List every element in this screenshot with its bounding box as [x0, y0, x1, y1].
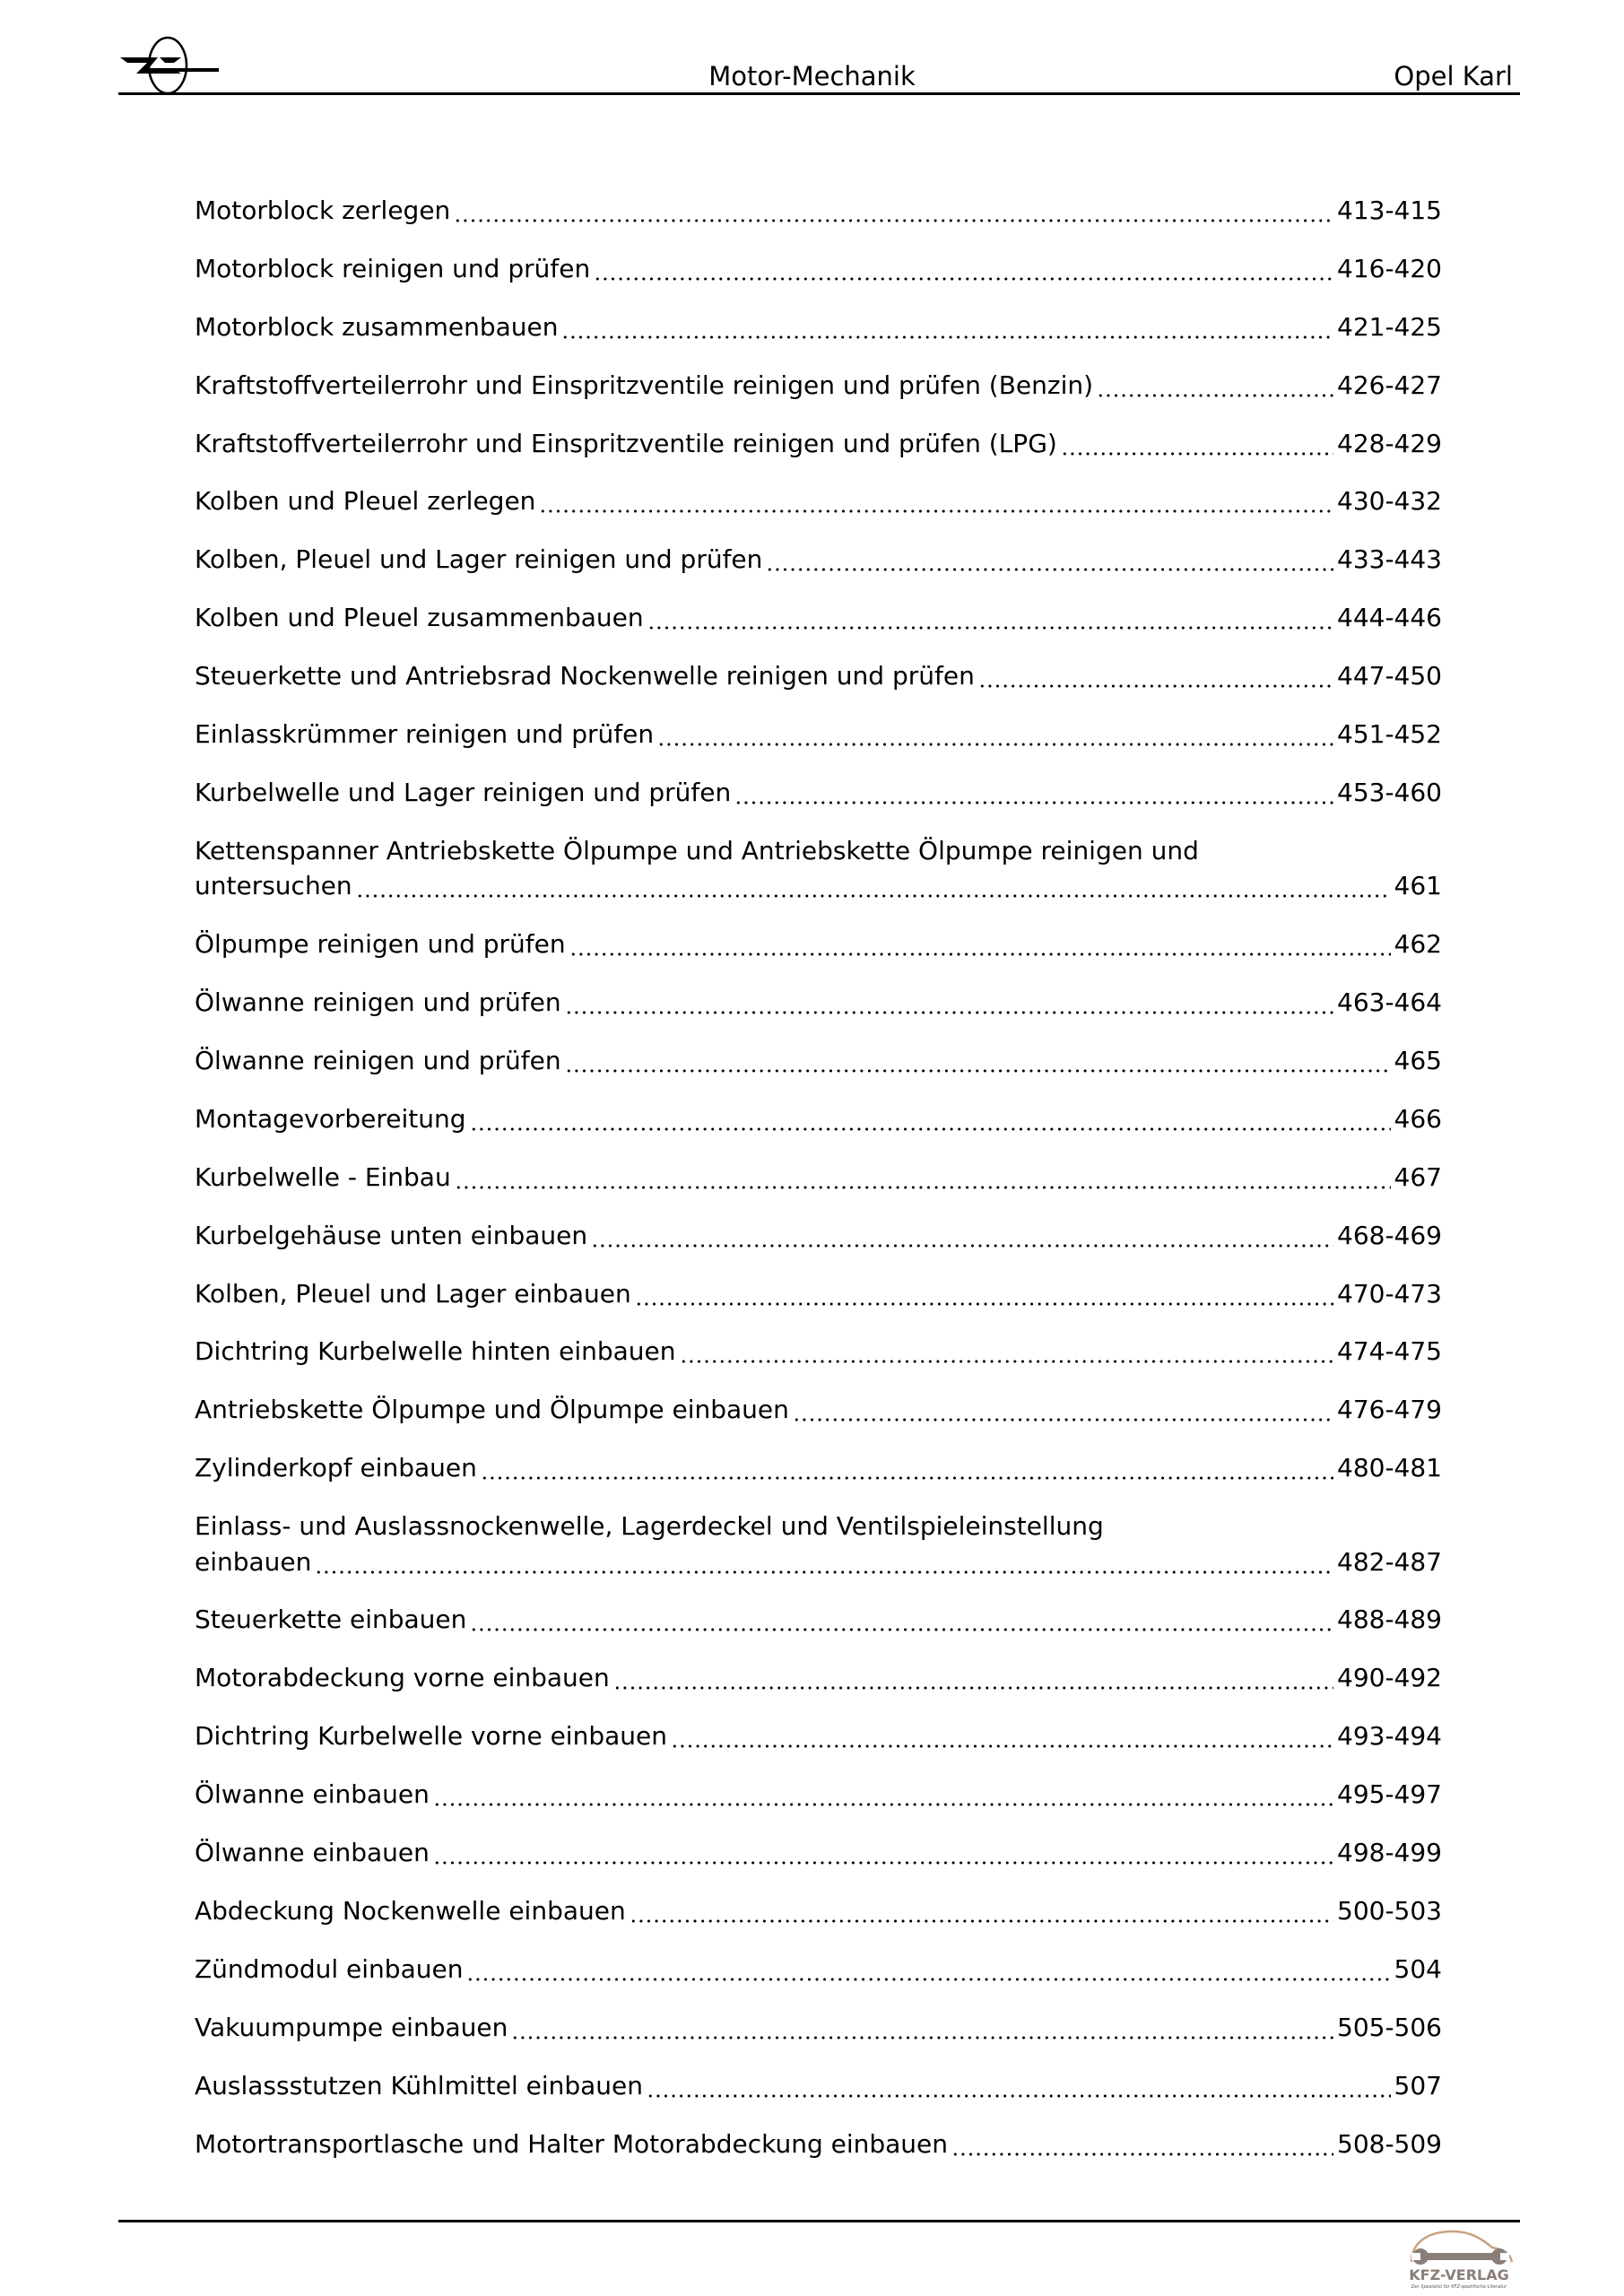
toc-entry-title: Kolben, Pleuel und Lager einbauen	[195, 1278, 631, 1309]
dot-leader	[454, 193, 1333, 229]
toc-entry-pages: 428-429	[1337, 428, 1442, 458]
toc-entry[interactable]	[195, 1392, 1442, 1428]
toc-entry-title: Zündmodul einbauen	[195, 1953, 464, 1984]
toc-entry-title: Kolben, Pleuel und Lager reinigen und prüfen	[195, 544, 763, 575]
toc-entry-pages: 461	[1394, 871, 1442, 901]
dot-leader	[511, 2010, 1333, 2046]
toc-entry[interactable]	[195, 1509, 1442, 1579]
toc-entry-title: Kolben und Pleuel zerlegen	[195, 486, 536, 517]
toc-entry-line	[195, 2068, 1442, 2104]
toc-entry-title: untersuchen	[195, 871, 352, 901]
toc-entry[interactable]	[195, 600, 1442, 636]
toc-entry-pages: 493-494	[1337, 1721, 1442, 1752]
toc-entry-line	[195, 426, 1442, 462]
dot-leader	[647, 2068, 1391, 2104]
toc-entry-line	[195, 985, 1442, 1021]
toc-entry[interactable]	[195, 1450, 1442, 1486]
toc-entry-pages: 413-415	[1337, 196, 1442, 225]
toc-entry-pages: 488-489	[1337, 1605, 1442, 1635]
dot-leader	[466, 1952, 1390, 1987]
dot-leader	[671, 1718, 1333, 1754]
toc-entry[interactable]	[195, 1043, 1442, 1079]
toc-entry-line	[195, 1392, 1442, 1428]
dot-leader	[470, 1602, 1333, 1638]
toc-entry-pages: 474-475	[1337, 1336, 1442, 1367]
toc-entry[interactable]	[195, 2126, 1442, 2162]
toc-entry-line	[195, 926, 1442, 962]
toc-entry-line	[195, 1718, 1442, 1754]
toc-entry-pages: 430-432	[1337, 486, 1442, 517]
toc-entry-line	[195, 1893, 1442, 1929]
toc-entry[interactable]	[195, 717, 1442, 752]
toc-entry[interactable]	[195, 1835, 1442, 1871]
toc-entry-title: Antriebskette Ölpumpe und Ölpumpe einbauen	[195, 1395, 789, 1425]
toc-entry[interactable]	[195, 1218, 1442, 1254]
toc-entry-pages: 505-506	[1337, 2012, 1442, 2042]
dot-leader	[569, 926, 1391, 962]
toc-entry[interactable]	[195, 1602, 1442, 1638]
dot-leader	[680, 1334, 1333, 1370]
dot-leader	[630, 1893, 1333, 1929]
kfz-verlag-logo	[1399, 2226, 1520, 2291]
toc-entry-pages: 433-443	[1337, 544, 1442, 575]
toc-entry-title: Ölwanne einbauen	[195, 1779, 430, 1810]
toc-entry-pages: 453-460	[1337, 777, 1442, 807]
toc-entry-title: Einlass- und Auslassnockenwelle, Lagerdeckel und Ventilspieleinstellung	[195, 1511, 1104, 1542]
toc-entry-pages: 490-492	[1337, 1663, 1442, 1693]
toc-entry-line	[195, 251, 1442, 287]
toc-entry[interactable]	[195, 926, 1442, 962]
toc-entry[interactable]	[195, 1101, 1442, 1137]
toc-entry-line	[195, 1602, 1442, 1638]
dot-leader	[433, 1835, 1333, 1871]
toc-entry[interactable]	[195, 368, 1442, 404]
toc-entry-title: Montagevorbereitung	[195, 1103, 466, 1134]
toc-entry-pages: 467	[1394, 1161, 1442, 1192]
toc-entry-line	[195, 309, 1442, 345]
dot-leader	[1097, 368, 1333, 404]
toc-entry-title: Steuerkette einbauen	[195, 1605, 467, 1635]
toc-entry-title: Kurbelgehäuse unten einbauen	[195, 1220, 588, 1250]
toc-entry-title: Auslassstutzen Kühlmittel einbauen	[195, 2070, 644, 2100]
toc-entry[interactable]	[195, 1276, 1442, 1312]
toc-entry[interactable]	[195, 985, 1442, 1021]
toc-entry-title: Kettenspanner Antriebskette Ölpumpe und Antriebskette Ölpumpe reinigen und	[195, 835, 1199, 865]
toc-entry-line	[195, 775, 1442, 811]
toc-entry[interactable]	[195, 1718, 1442, 1754]
toc-entry-line	[195, 2126, 1442, 2162]
toc-entry[interactable]	[195, 426, 1442, 462]
header-divider	[118, 92, 1520, 95]
toc-entry-title: Abdeckung Nockenwelle einbauen	[195, 1895, 626, 1926]
dot-leader	[978, 658, 1333, 694]
toc-entry-line	[195, 1952, 1442, 1987]
toc-entry-line	[195, 1450, 1442, 1486]
toc-entry-line	[195, 658, 1442, 694]
toc-entry-pages: 465	[1394, 1045, 1442, 1075]
toc-entry-line	[195, 1276, 1442, 1312]
toc-entry-line	[195, 483, 1442, 519]
toc-entry[interactable]	[195, 2068, 1442, 2104]
toc-entry-title: Dichtring Kurbelwelle hinten einbauen	[195, 1336, 676, 1367]
dot-leader	[657, 717, 1333, 752]
toc-entry-line	[195, 868, 1442, 904]
toc-entry-title: Ölwanne reinigen und prüfen	[195, 987, 561, 1018]
toc-entry-title: Kurbelwelle - Einbau	[195, 1161, 451, 1192]
toc-entry-pages: 476-479	[1337, 1395, 1442, 1425]
dot-leader	[565, 985, 1333, 1021]
toc-entry-title: einbauen	[195, 1546, 312, 1577]
toc-entry-title: Dichtring Kurbelwelle vorne einbauen	[195, 1721, 667, 1752]
toc-entry-title: Motortransportlasche und Halter Motorabdeckung einbauen	[195, 2128, 949, 2159]
dot-leader	[766, 542, 1333, 578]
toc-entry-title: Motorblock zerlegen	[195, 196, 451, 225]
toc-entry-line	[195, 1777, 1442, 1813]
toc-entry[interactable]	[195, 251, 1442, 287]
dot-leader	[561, 309, 1333, 345]
toc-entry-pages: 463-464	[1337, 987, 1442, 1018]
toc-entry[interactable]	[195, 833, 1442, 904]
toc-entry[interactable]	[195, 1160, 1442, 1196]
toc-entry[interactable]	[195, 1952, 1442, 1987]
dot-leader	[356, 868, 1391, 904]
header-model: Opel Karl	[1394, 61, 1513, 91]
dot-leader	[565, 1043, 1391, 1079]
dot-leader	[734, 775, 1333, 811]
svg-text:Der Spezialist für KFZ-spezifi: Der Spezialist für KFZ-spezifische Literatur	[1411, 2284, 1507, 2290]
toc-entry-line	[195, 1043, 1442, 1079]
dot-leader	[647, 600, 1333, 636]
toc-entry-line	[195, 1334, 1442, 1370]
table-of-contents	[195, 193, 1442, 2184]
dot-leader	[481, 1450, 1333, 1486]
toc-entry-pages: 482-487	[1337, 1546, 1442, 1577]
toc-entry-line	[195, 1835, 1442, 1871]
toc-entry-title: Steuerkette und Antriebsrad Nockenwelle reinigen und prüfen	[195, 661, 975, 691]
toc-entry[interactable]	[195, 193, 1442, 229]
toc-entry-title: Ölwanne reinigen und prüfen	[195, 1045, 561, 1075]
toc-entry-title: Vakuumpumpe einbauen	[195, 2012, 508, 2042]
toc-entry-title: Kraftstoffverteilerrohr und Einspritzventile reinigen und prüfen (LPG)	[195, 428, 1057, 458]
toc-entry-pages: 468-469	[1337, 1220, 1442, 1250]
toc-entry-pages: 451-452	[1337, 719, 1442, 750]
toc-entry-pages: 466	[1394, 1103, 1442, 1134]
toc-entry-pages: 421-425	[1337, 311, 1442, 342]
toc-entry-pages: 447-450	[1337, 661, 1442, 691]
dot-leader	[470, 1101, 1391, 1137]
toc-entry-pages: 480-481	[1337, 1453, 1442, 1483]
toc-entry-line	[195, 1160, 1442, 1196]
dot-leader	[433, 1777, 1333, 1813]
toc-entry-line	[195, 2010, 1442, 2046]
toc-entry-title: Zylinderkopf einbauen	[195, 1453, 477, 1483]
toc-entry-line	[195, 833, 1442, 869]
toc-entry-line	[195, 542, 1442, 578]
toc-entry-title: Kolben und Pleuel zusammenbauen	[195, 603, 644, 633]
toc-entry[interactable]	[195, 2010, 1442, 2046]
toc-entry-title: Motorabdeckung vorne einbauen	[195, 1663, 610, 1693]
dot-leader	[613, 1660, 1333, 1696]
svg-text:KFZ-VERLAG: KFZ-VERLAG	[1409, 2266, 1509, 2283]
toc-entry-title: Ölpumpe reinigen und prüfen	[195, 929, 566, 960]
toc-entry-pages: 495-497	[1337, 1779, 1442, 1810]
toc-entry[interactable]	[195, 542, 1442, 578]
toc-entry[interactable]	[195, 1777, 1442, 1813]
toc-entry[interactable]	[195, 483, 1442, 519]
toc-entry[interactable]	[195, 1334, 1442, 1370]
toc-entry-title: Kraftstoffverteilerrohr und Einspritzventile reinigen und prüfen (Benzin)	[195, 370, 1094, 400]
toc-entry[interactable]	[195, 658, 1442, 694]
dot-leader	[1061, 426, 1333, 462]
toc-entry-pages: 504	[1394, 1953, 1442, 1984]
toc-entry-line	[195, 1101, 1442, 1137]
toc-entry-line	[195, 1509, 1442, 1544]
footer-divider	[118, 2220, 1520, 2222]
toc-entry-title: Ölwanne einbauen	[195, 1838, 430, 1868]
toc-entry-pages: 498-499	[1337, 1838, 1442, 1868]
dot-leader	[793, 1392, 1333, 1428]
toc-entry-line	[195, 1544, 1442, 1580]
dot-leader	[594, 251, 1333, 287]
toc-entry-pages: 500-503	[1337, 1895, 1442, 1926]
header-title: Motor-Mechanik	[708, 61, 916, 91]
toc-entry-title: Einlasskrümmer reinigen und prüfen	[195, 719, 655, 750]
toc-entry-line	[195, 368, 1442, 404]
toc-entry-title: Motorblock zusammenbauen	[195, 311, 559, 342]
toc-entry-title: Motorblock reinigen und prüfen	[195, 253, 591, 283]
dot-leader	[635, 1276, 1333, 1312]
toc-entry[interactable]	[195, 1893, 1442, 1929]
toc-entry-line	[195, 1660, 1442, 1696]
toc-entry-pages: 444-446	[1337, 603, 1442, 633]
toc-entry-pages: 508-509	[1337, 2128, 1442, 2159]
dot-leader	[455, 1160, 1391, 1196]
dot-leader	[539, 483, 1333, 519]
toc-entry-line	[195, 193, 1442, 229]
toc-entry-pages: 507	[1394, 2070, 1442, 2100]
toc-entry[interactable]	[195, 775, 1442, 811]
toc-entry-line	[195, 600, 1442, 636]
toc-entry-line	[195, 1218, 1442, 1254]
toc-entry[interactable]	[195, 309, 1442, 345]
toc-entry-line	[195, 717, 1442, 752]
toc-entry-pages: 426-427	[1337, 370, 1442, 400]
toc-entry-pages: 470-473	[1337, 1278, 1442, 1309]
toc-entry-title: Kurbelwelle und Lager reinigen und prüfen	[195, 777, 732, 807]
toc-entry-pages: 416-420	[1337, 253, 1442, 283]
dot-leader	[591, 1218, 1333, 1254]
toc-entry[interactable]	[195, 1660, 1442, 1696]
dot-leader	[315, 1544, 1333, 1580]
dot-leader	[951, 2126, 1333, 2162]
toc-entry-pages: 462	[1394, 929, 1442, 960]
